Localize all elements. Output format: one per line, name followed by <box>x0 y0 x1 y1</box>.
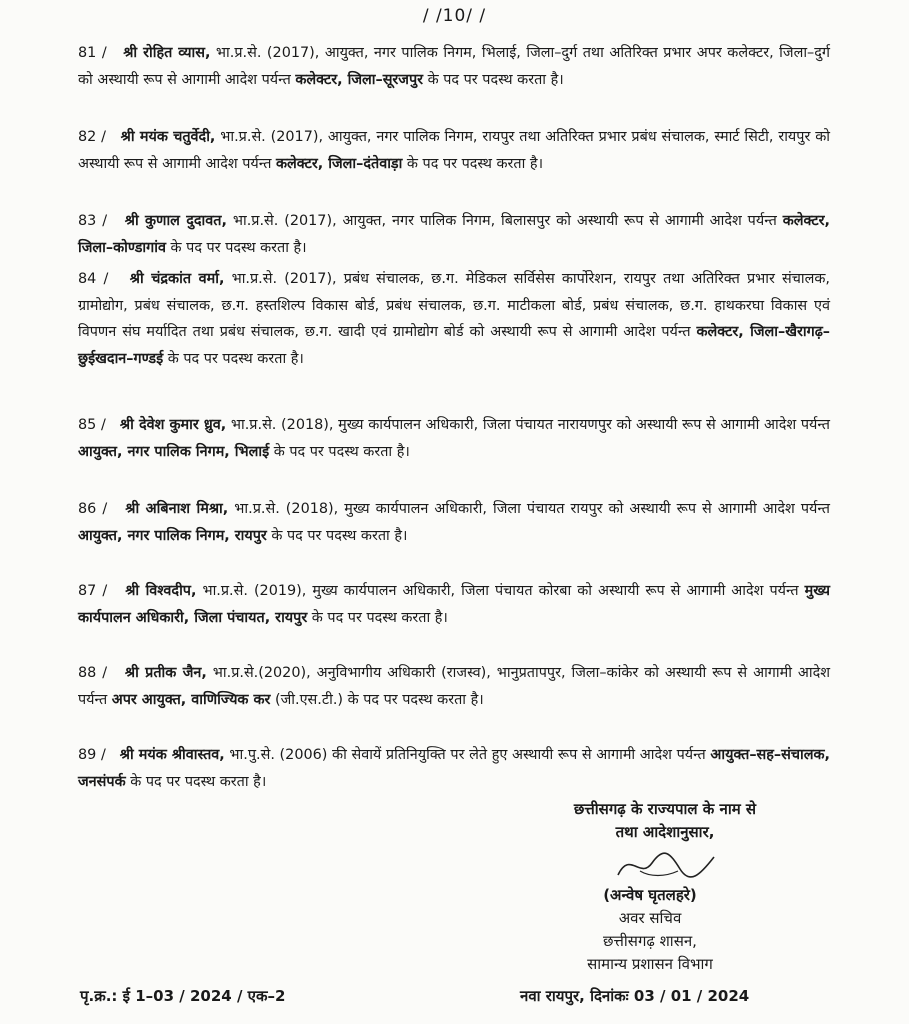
order-tail: के पद पर पदस्थ करता है। <box>266 527 408 544</box>
order-item-83 <box>78 208 830 261</box>
order-number: 87 / <box>78 583 108 599</box>
order-item-89 <box>78 742 830 795</box>
order-number: 86 / <box>78 501 108 517</box>
posting: आयुक्त–सह–संचालक, जनसंपर्क <box>78 747 830 790</box>
posting: आयुक्त, नगर पालिक निगम, भिलाई <box>78 443 270 460</box>
handwritten-signature <box>610 845 720 885</box>
order-text: भा.प्र.से. (2017), आयुक्त, नगर पालिक निगम, बिलासपुर को अस्थायी रूप से आगामी आदेश पर्यन्त <box>226 213 783 229</box>
order-text: भा.प्र.से. (2017), प्रबंध संचालक, छ.ग. मेडिकल सर्विसेस कार्पोरेशन, रायपुर तथा अतिरिक्त प्रभार संचालक, ग्रामोद्योग, प्रबंध संचालक, छ.ग. हस्तशिल्प विकास बोर्ड, प्रबंध संचालक, छ.ग. माटीकला बोर्ड, प्रबंध संचालक, छ.ग. हाथकरघा विकास एवं विपणन संघ मर्यादित तथा प्रबंध संचालक, छ.ग. खादी एवं ग्रामोद्योग बोर्ड को अस्थायी रूप से आगामी आदेश पर्यन्त <box>78 271 831 340</box>
order-number: 85 / <box>78 417 106 433</box>
posting: कलेक्टर, जिला–दंतेवाड़ा <box>276 155 403 172</box>
order-tail: के पद पर पदस्थ करता है। <box>423 71 564 88</box>
order-number: 89 / <box>78 747 106 763</box>
order-tail: के पद पर पदस्थ करता है। <box>165 239 307 256</box>
order-item-88 <box>78 660 830 713</box>
order-item-85 <box>78 412 830 465</box>
page-number: / /10/ / <box>422 6 487 26</box>
order-number: 82 / <box>78 129 107 145</box>
order-tail: (जी.एस.टी.) के पद पर पदस्थ करता है। <box>270 691 484 708</box>
posting: कलेक्टर, जिला–सूरजपुर <box>295 71 424 88</box>
signatory-department: सामान्य प्रशासन विभाग <box>587 955 713 973</box>
place-and-date: नवा रायपुर, दिनांकः 03 / 01 / 2024 <box>520 987 750 1005</box>
officer-name: श्री प्रतीक जैन, <box>124 665 207 681</box>
officer-name: श्री विश्वदीप, <box>125 583 197 599</box>
officer-name: श्री देवेश कुमार ध्रुव, <box>119 417 227 433</box>
posting: मुख्य कार्यपालन अधिकारी, जिला पंचायत, रायपुर <box>78 583 830 626</box>
order-item-86 <box>78 496 830 549</box>
reference-number: पृ.क्र.: ई 1–03 / 2024 / एक–2 <box>80 987 286 1005</box>
order-text: भा.प्र.से. (2018), मुख्य कार्यपालन अधिकारी, जिला पंचायत नारायणपुर को अस्थायी रूप से आगामी आदेश पर्यन्त <box>226 417 830 433</box>
order-tail: के पद पर पदस्थ करता है। <box>269 443 410 460</box>
signature-authority <box>500 798 830 844</box>
order-number: 83 / <box>78 213 108 229</box>
authority-line-1: छत्तीसगढ़ के राज्यपाल के नाम से <box>573 800 757 818</box>
order-item-82 <box>78 124 830 177</box>
order-number: 84 / <box>78 271 109 287</box>
officer-name: श्री अबिनाश मिश्रा, <box>125 501 229 517</box>
order-item-81 <box>78 40 830 93</box>
order-number: 88 / <box>78 665 108 681</box>
posting: कलेक्टर, जिला–कोण्डागांव <box>78 213 831 256</box>
order-text: भा.प्र.से.(2020), अनुविभागीय अधिकारी (राजस्व), भानुप्रतापपुर, जिला–कांकेर को अस्थायी रूप से आगामी आदेश पर्यन्त <box>78 665 830 708</box>
order-number: 81 / <box>78 45 107 61</box>
officer-name: श्री कुणाल दुदावत, <box>124 213 227 229</box>
order-text: भा.प्र.से. (2017), आयुक्त, नगर पालिक निगम, रायपुर तथा अतिरिक्त प्रभार प्रबंध संचालक, स्मार्ट सिटी, रायपुर को अस्थायी रूप से आगामी आदेश पर्यन्त <box>78 129 830 172</box>
order-tail: के पद पर पदस्थ करता है। <box>402 155 544 172</box>
order-text: भा.प्र.से. (2017), आयुक्त, नगर पालिक निगम, भिलाई, जिला–दुर्ग तथा अतिरिक्त प्रभार अपर कलेक्टर, जिला–दुर्ग को अस्थायी रूप से आगामी आदेश पर्यन्त <box>78 45 830 88</box>
order-tail: के पद पर पदस्थ करता है। <box>307 609 448 626</box>
signatory-name: (अन्वेष घृतलहरे) <box>603 886 697 904</box>
posting: आयुक्त, नगर पालिक निगम, रायपुर <box>78 527 267 544</box>
signatory-block <box>520 884 780 976</box>
posting: अपर आयुक्त, वाणिज्यिक कर <box>111 691 271 708</box>
signatory-designation: अवर सचिव <box>618 909 682 927</box>
officer-name: श्री मयंक चतुर्वेदी, <box>120 129 216 145</box>
officer-name: श्री रोहित व्यास, <box>123 45 211 61</box>
authority-line-2: तथा आदेशानुसार, <box>615 823 715 841</box>
order-text: भा.पु.से. (2006) की सेवायें प्रतिनियुक्ति पर लेते हुए अस्थायी रूप से आगामी आदेश पर्यन्त <box>224 747 711 763</box>
officer-name: श्री चंद्रकांत वर्मा, <box>129 271 225 287</box>
order-text: भा.प्र.से. (2019), मुख्य कार्यपालन अधिकारी, जिला पंचायत कोरबा को अस्थायी रूप से आगामी आदेश पर्यन्त <box>196 583 805 599</box>
signatory-govt: छत्तीसगढ़ शासन, <box>603 932 697 950</box>
posting: कलेक्टर, जिला–खैरागढ़–छुईखदान–गण्डई <box>78 324 830 367</box>
order-item-87 <box>78 578 830 631</box>
order-item-84 <box>78 266 830 372</box>
order-text: भा.प्र.से. (2018), मुख्य कार्यपालन अधिकारी, जिला पंचायत रायपुर को अस्थायी रूप से आगामी आदेश पर्यन्त <box>228 501 831 517</box>
order-tail: के पद पर पदस्थ करता है। <box>125 773 267 790</box>
officer-name: श्री मयंक श्रीवास्तव, <box>119 747 225 763</box>
order-tail: के पद पर पदस्थ करता है। <box>163 350 304 367</box>
